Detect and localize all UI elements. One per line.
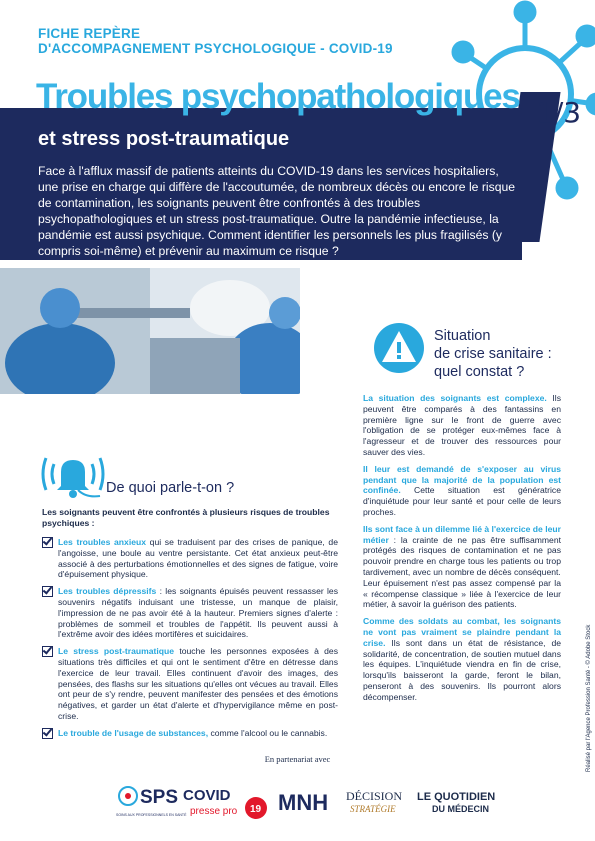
risk-list: [42, 537, 338, 745]
covid-logo-subtitle: presse pro: [190, 806, 238, 817]
situation-paragraph: [363, 393, 561, 458]
checkbox-icon: [42, 537, 53, 548]
mnh-logo: MNH: [278, 790, 329, 815]
quotidien-logo-text: LE QUOTIDIEN: [417, 791, 496, 803]
situation-highlight: Ils sont face à un dilemme lié à l'exercice de leur métier: [363, 523, 561, 545]
kicker-line1: FICHE REPÈRE: [38, 26, 141, 41]
situation-highlight: La situation des soignants est complexe.: [363, 393, 547, 403]
situation-body: Ils peuvent être comparés à des fantassins en première ligne sur le front de guerre avec l'obligation de se protéger eux-mêmes face à l'agresseur et de trouver des ressources pour sauver des vies.: [363, 393, 561, 457]
covid-presse-pro-logo: [183, 787, 267, 819]
situation-highlight: Il leur est demandé de s'exposer au virus pendant que la majorité de la population est confinée.: [363, 463, 561, 496]
sps-logo-subtitle: SOINS AUX PROFESSIONNELS EN SANTÉ: [116, 813, 187, 817]
situation-body: : la crainte de ne pas être suffisamment protégés des risques de contamination et ne pas pouvoir prendre en charge tous les patients ou trop tardivement, avec un nombre de décès conséquent.: [363, 534, 561, 577]
situation-title: [434, 327, 552, 381]
checkbox-icon: [42, 728, 53, 739]
page-title: Troubles psychopathologiques: [36, 77, 520, 116]
list-item: [42, 728, 338, 739]
checkbox-icon: [42, 646, 53, 657]
situation-text: [363, 393, 561, 709]
page-indicator: 1/3: [536, 96, 582, 129]
risk-text: qui se traduisent par des crises de panique, de l'angoisse, une boule au ventre persistante. Cet état anxieux peut-être associé à des perturbations émotionnelles et des signes de fatigue, voire d'épuisement physique.: [58, 537, 338, 580]
strategie-logo-text: STRATÉGIE: [350, 804, 396, 814]
decision-logo-text: DÉCISION: [346, 789, 402, 803]
risk-text: comme l'alcool ou le cannabis.: [208, 727, 328, 738]
risk-text: touche les personnes exposées à des situations très difficiles et qui ont le sentiment d'être en détresse dans l'exercice de leur travail. Elles continuent d'avoir des images, des pensées, des flashs sur les situations qu'elles ont vécues au travail. Elles ont peur de s'y rendre, peuvent manifester des pensées et des émotions négatives, et garder un état d'alerte et d'hypervigilance même en post-crise.: [58, 646, 338, 721]
situation-paragraph: [363, 464, 561, 518]
sps-logo-text: SPS: [140, 787, 179, 808]
risk-name: Le stress post-traumatique: [58, 646, 175, 657]
photo-credit: Réalisé par l'Agence Profession Santé - © Adobe Stock: [586, 624, 592, 772]
partners-label: En partenariat avec: [264, 754, 331, 764]
de-quoi-title: De quoi parle-t-on ?: [106, 480, 235, 496]
list-item: [42, 586, 338, 640]
medical-staff-photo: [0, 268, 300, 394]
de-quoi-lead: Les soignants peuvent être confrontés à plusieurs risques de troubles psychiques :: [42, 507, 330, 528]
checkbox-icon: [42, 586, 53, 597]
partner-logos: [0, 770, 595, 830]
risk-name: Les troubles dépressifs: [58, 586, 157, 597]
decision-strategie-logo: [346, 789, 402, 814]
medecin-logo-text: DU MÉDECIN: [432, 804, 490, 814]
list-item: [42, 537, 338, 580]
intro-text: Face à l'afflux massif de patients atteints du COVID-19 dans les services hospitaliers, une prise en charge qui diffère de l'accoutumée, de nombreux décès ou encore le risque de contamination, les soignants peuvent être confrontés à des troubles psychopathologiques et un stress post-traumatique. Outre la pandémie infectieuse, la pandémie est aussi psychique. Comment identifier les personnels les plus fragilisés (y compris soi-même) et prévenir au maximum ce risque ?: [38, 164, 516, 258]
list-item: [42, 646, 338, 722]
situation-highlight: Comme des soldats au combat, les soignants ne vont pas vraiment se plaindre pendant la crise.: [363, 616, 561, 648]
covid-logo-text: COVID: [183, 787, 231, 804]
risk-text: : les soignants épuisés peuvent ressasser les souvenirs négatifs induisant une tristesse, un manque de plaisir, l'impression de ne pas avoir été à la hauteur. Premiers signes d'alerte : problèmes de sommeil et troubles de l'appétit. Ils peuvent aussi à l'extrême avoir des idées mortifères et suicidaires.: [58, 586, 339, 640]
kicker-line2: D'ACCOMPAGNEMENT PSYCHOLOGIQUE - COVID-19: [38, 41, 393, 56]
le-quotidien-du-medecin-logo: [417, 791, 495, 814]
situation-paragraph: [363, 616, 561, 702]
kicker: [38, 26, 393, 56]
bell-icon: [40, 452, 106, 504]
warning-icon: [373, 322, 425, 374]
sps-logo: [116, 787, 187, 817]
situation-paragraph: Leur épuisement n'est pas assez compensé par la « récompense classique » liée à l'exercice de leur métier, à savoir la guérison des patients.: [363, 577, 561, 610]
situation-paragraph: [363, 524, 561, 578]
situation-body: Cette situation est génératrice d'inquiétude pour leur santé et pour celle de leurs proches.: [363, 485, 561, 517]
page-subtitle: et stress post-traumatique: [38, 128, 290, 150]
situation-body: Ils sont dans un état de résistance, de solidarité, de concentration, de soutien mutuel dans les équipes. L'inquiétude viendra en fin de crise, lorsqu'ils baisseront la garde, feront le bilan, penseront à des souvenirs. Ils pourront alors décompenser.: [363, 637, 561, 702]
risk-name: Le trouble de l'usage de substances,: [58, 727, 209, 738]
risk-name: Les troubles anxieux: [58, 537, 147, 547]
situation-title-line3: quel constat ?: [434, 364, 525, 380]
covid-logo-badge: 19: [250, 804, 262, 815]
situation-title-line2: de crise sanitaire :: [434, 346, 552, 362]
situation-title-line1: Situation: [434, 328, 491, 344]
